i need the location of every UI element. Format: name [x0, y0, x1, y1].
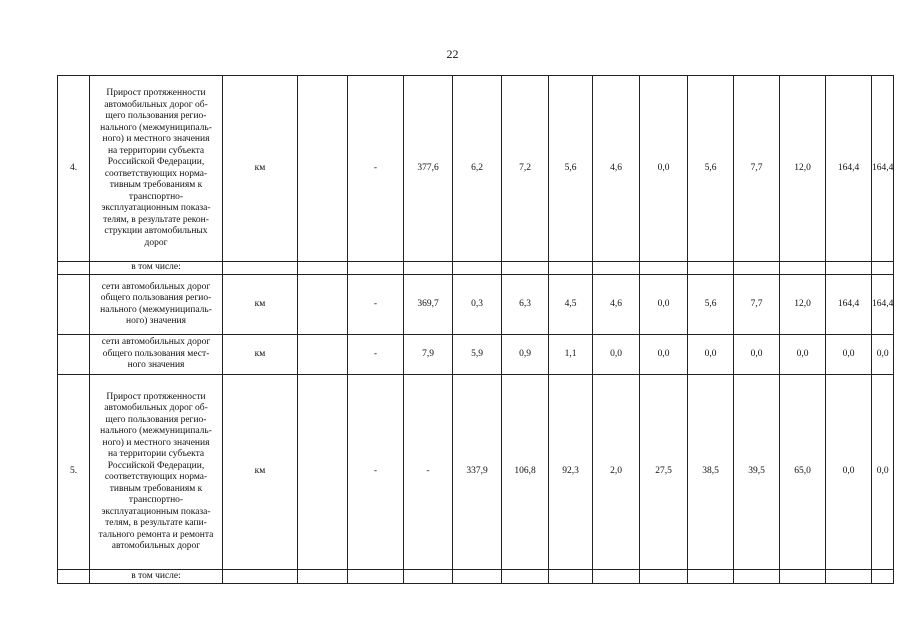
row-number — [58, 570, 90, 584]
table-row — [58, 335, 894, 375]
value-cell: 0,0 — [872, 375, 894, 570]
value-cell: 7,2 — [502, 76, 549, 262]
value-cell: 0,0 — [872, 335, 894, 375]
row-number: 4. — [58, 76, 90, 262]
value-cell — [826, 570, 872, 584]
value-cell: 4,5 — [549, 275, 593, 335]
value-cell: 4,6 — [593, 76, 640, 262]
value-cell — [298, 570, 348, 584]
value-cell: - — [404, 375, 453, 570]
value-cell — [549, 262, 593, 275]
value-cell — [348, 262, 404, 275]
unit-cell: км — [223, 335, 298, 375]
value-cell: 0,9 — [502, 335, 549, 375]
value-cell: 27,5 — [640, 375, 688, 570]
value-cell — [593, 570, 640, 584]
value-cell — [826, 262, 872, 275]
indicator-description: Прирост протяженности автомобильных дорог об- щего пользования регио- нального (межмуниципаль- ного) и местного значения на территории субъекта Российской Федерации, соответствующих норма- тивным требованиям к транспортно- эксплуатационным показа- телям, в результате рекон- струкции автомобильных дорог — [90, 76, 223, 262]
value-cell — [688, 262, 734, 275]
indicator-description: в том числе: — [90, 570, 223, 584]
row-number — [58, 335, 90, 375]
unit-cell — [223, 570, 298, 584]
value-cell — [734, 262, 780, 275]
value-cell: - — [348, 76, 404, 262]
value-cell: 12,0 — [780, 76, 826, 262]
value-cell: 5,9 — [453, 335, 502, 375]
value-cell: - — [348, 335, 404, 375]
value-cell: 0,0 — [593, 335, 640, 375]
unit-cell: км — [223, 275, 298, 335]
page-number: 22 — [446, 47, 459, 61]
value-cell — [298, 375, 348, 570]
value-cell — [780, 570, 826, 584]
value-cell: 0,0 — [826, 335, 872, 375]
row-number — [58, 262, 90, 275]
value-cell: 164,4 — [826, 275, 872, 335]
indicator-description: сети автомобильных дорог общего пользования мест- ного значения — [90, 335, 223, 375]
value-cell: 164,4 — [872, 76, 894, 262]
value-cell: 0,0 — [780, 335, 826, 375]
row-number: 5. — [58, 375, 90, 570]
value-cell — [549, 570, 593, 584]
value-cell: 65,0 — [780, 375, 826, 570]
unit-cell: км — [223, 76, 298, 262]
value-cell: 0,0 — [640, 335, 688, 375]
table-row — [58, 275, 894, 335]
value-cell — [502, 570, 549, 584]
value-cell: 0,0 — [826, 375, 872, 570]
value-cell: - — [348, 375, 404, 570]
value-cell — [298, 262, 348, 275]
value-cell: 5,6 — [688, 76, 734, 262]
value-cell — [734, 570, 780, 584]
value-cell: 5,6 — [549, 76, 593, 262]
value-cell: 0,0 — [640, 76, 688, 262]
value-cell: 5,6 — [688, 275, 734, 335]
value-cell — [404, 262, 453, 275]
value-cell: 0,0 — [734, 335, 780, 375]
value-cell: 6,2 — [453, 76, 502, 262]
value-cell: 0,3 — [453, 275, 502, 335]
value-cell — [640, 570, 688, 584]
value-cell — [404, 570, 453, 584]
value-cell — [348, 570, 404, 584]
value-cell: 12,0 — [780, 275, 826, 335]
value-cell: 377,6 — [404, 76, 453, 262]
indicator-description: сети автомобильных дорог общего пользования регио- нального (межмуниципаль- ного) значения — [90, 275, 223, 335]
table-row — [58, 76, 894, 262]
value-cell — [640, 262, 688, 275]
unit-cell: км — [223, 375, 298, 570]
value-cell: 7,7 — [734, 76, 780, 262]
unit-cell — [223, 262, 298, 275]
value-cell: 164,4 — [872, 275, 894, 335]
indicator-description: в том числе: — [90, 262, 223, 275]
value-cell — [872, 570, 894, 584]
value-cell: 7,9 — [404, 335, 453, 375]
value-cell: 164,4 — [826, 76, 872, 262]
indicator-description: Прирост протяженности автомобильных дорог об- щего пользования регио- нального (межмуниципаль- ного) и местного значения на территории субъекта Российской Федерации, соответствующих норма- тивным требованиям к транспортно- эксплуатационным показа- телям, в результате капи- тального ремонта и ремонта автомобильных дорог — [90, 375, 223, 570]
row-number — [58, 275, 90, 335]
value-cell — [688, 570, 734, 584]
value-cell — [872, 262, 894, 275]
value-cell: 106,8 — [502, 375, 549, 570]
value-cell: 337,9 — [453, 375, 502, 570]
value-cell: 1,1 — [549, 335, 593, 375]
value-cell — [453, 570, 502, 584]
value-cell: 39,5 — [734, 375, 780, 570]
indicator-table — [57, 75, 894, 584]
value-cell: 4,6 — [593, 275, 640, 335]
value-cell — [453, 262, 502, 275]
value-cell — [780, 262, 826, 275]
value-cell: 38,5 — [688, 375, 734, 570]
table-row — [58, 375, 894, 570]
value-cell: 6,3 — [502, 275, 549, 335]
value-cell: 0,0 — [688, 335, 734, 375]
value-cell — [298, 76, 348, 262]
value-cell: - — [348, 275, 404, 335]
table-row — [58, 262, 894, 275]
value-cell — [593, 262, 640, 275]
value-cell: 92,3 — [549, 375, 593, 570]
value-cell — [298, 335, 348, 375]
value-cell — [298, 275, 348, 335]
value-cell: 2,0 — [593, 375, 640, 570]
table-row — [58, 570, 894, 584]
value-cell: 369,7 — [404, 275, 453, 335]
value-cell: 0,0 — [640, 275, 688, 335]
value-cell — [502, 262, 549, 275]
value-cell: 7,7 — [734, 275, 780, 335]
